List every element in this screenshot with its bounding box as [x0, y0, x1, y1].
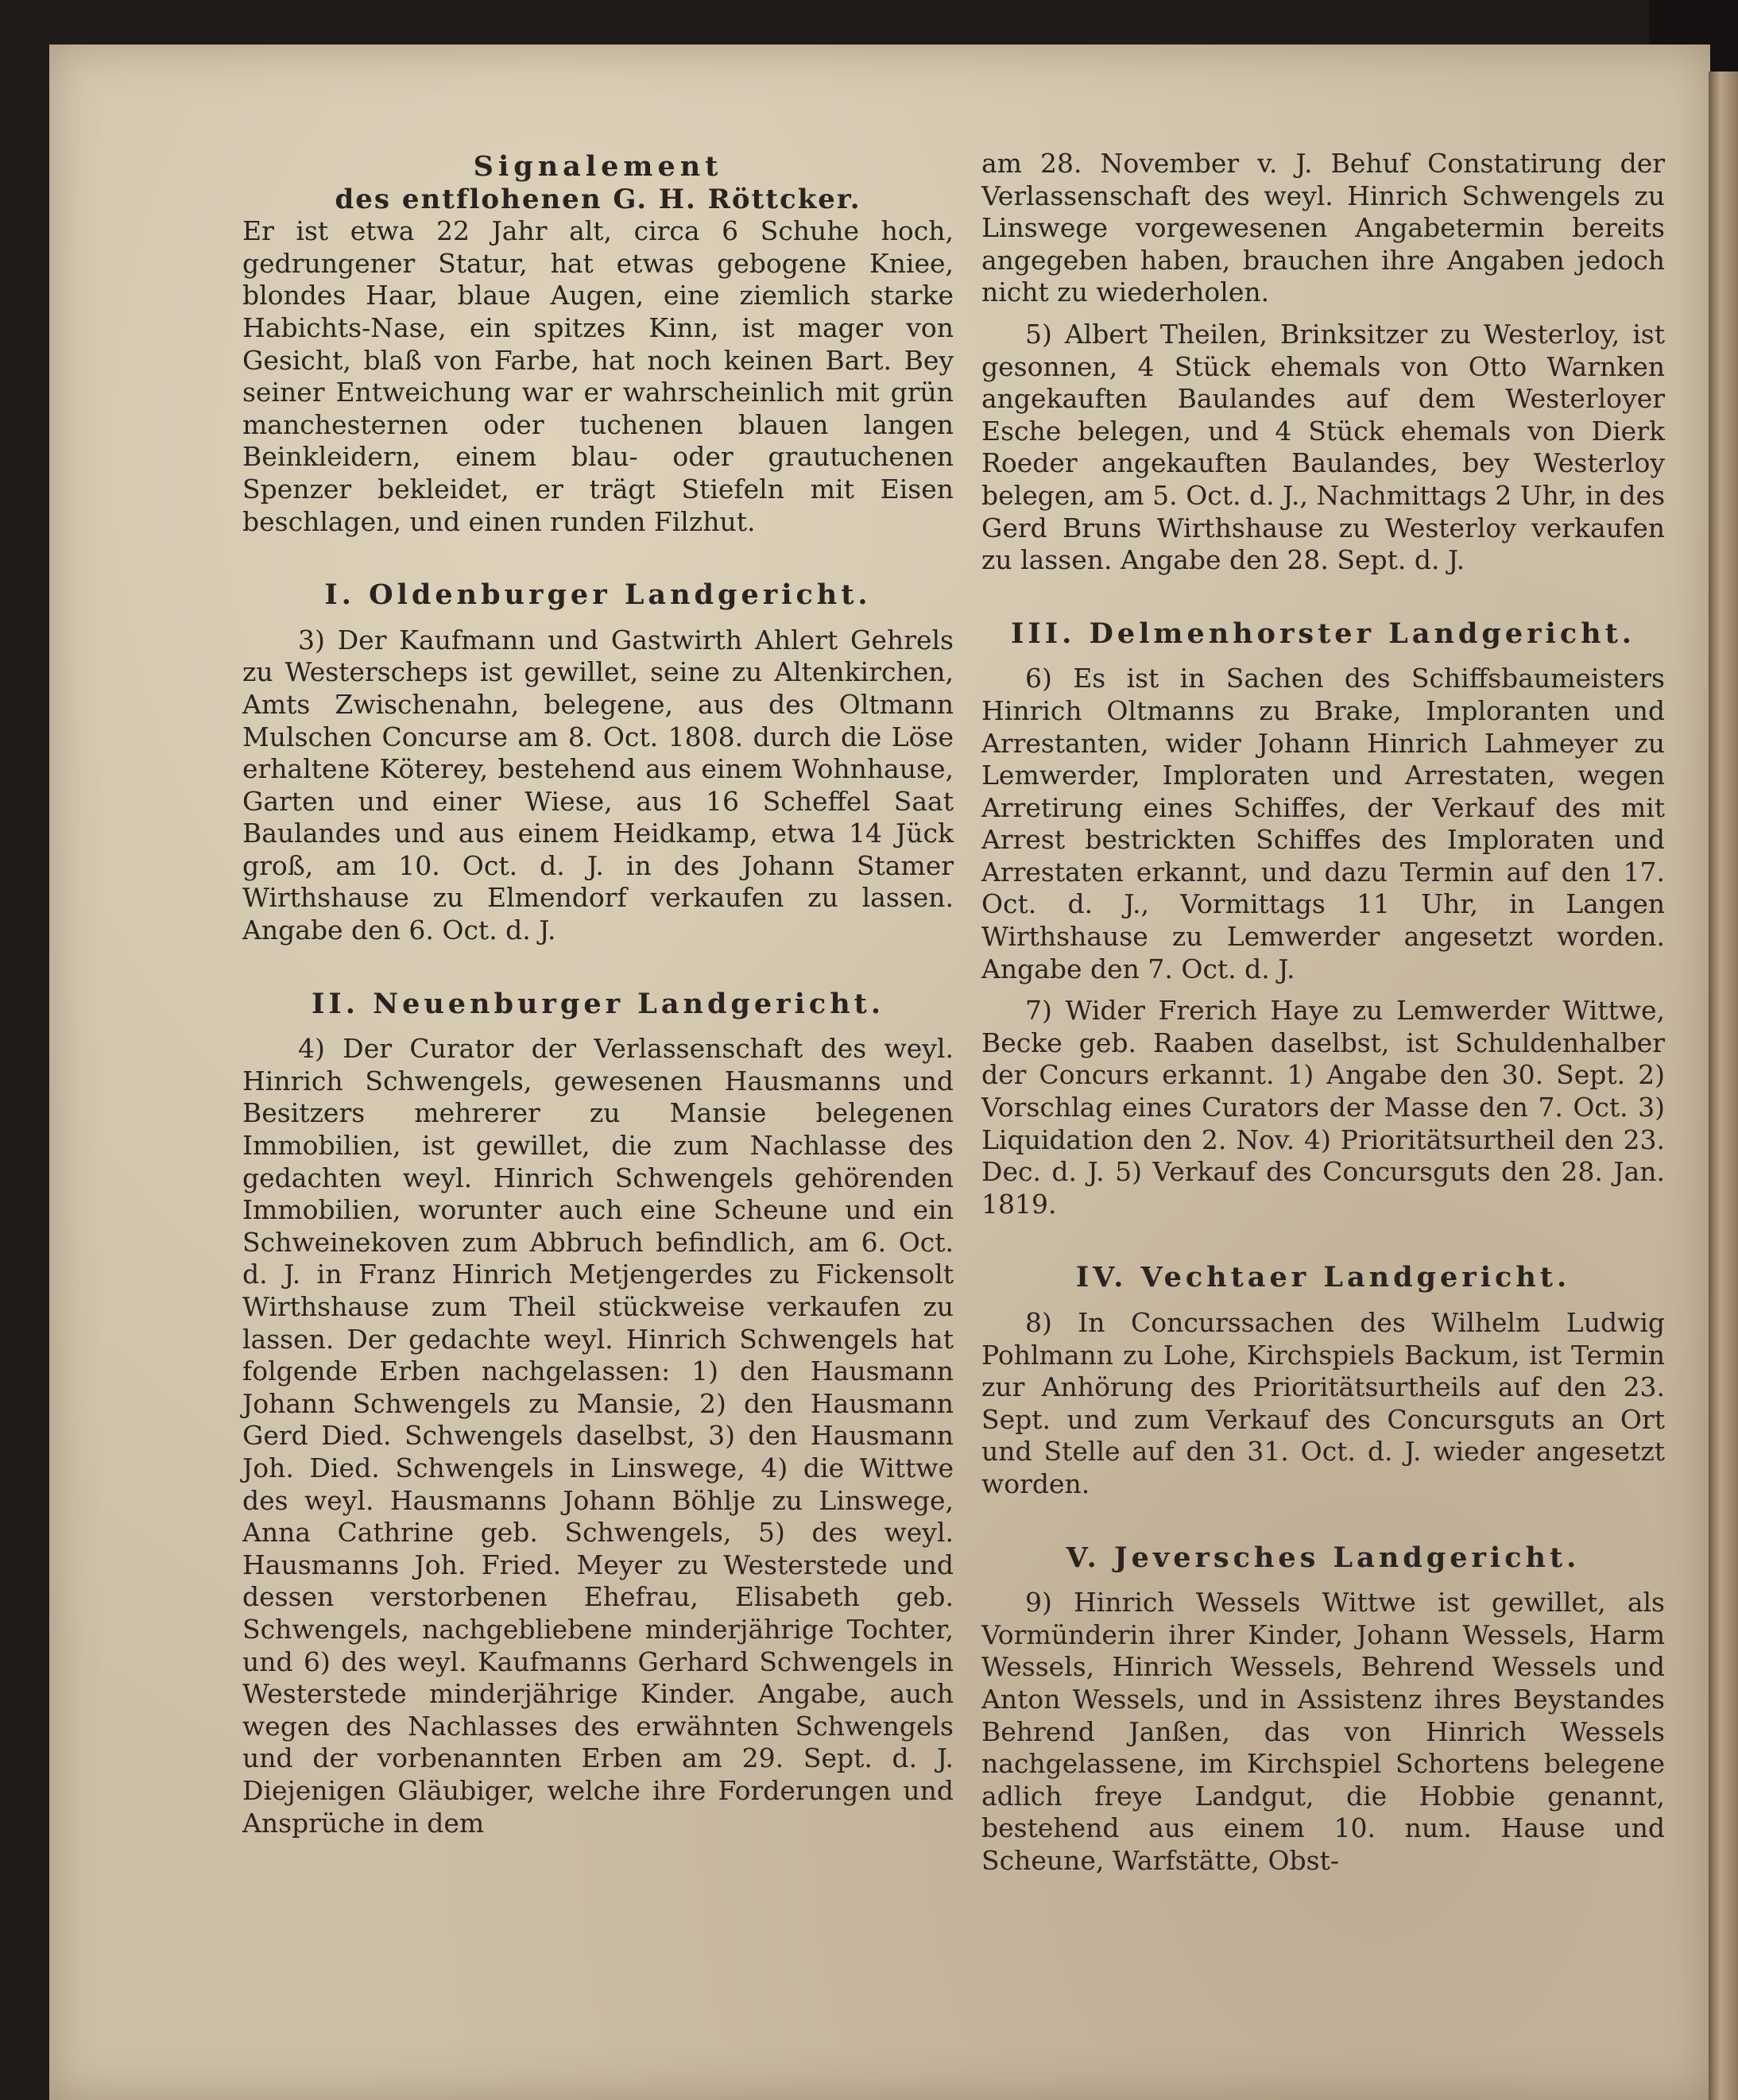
notice-item-8: 8) In Concurssachen des Wilhelm Ludwig Pohlmann zu Lohe, Kirchspiels Backum, ist Termin zur Anhörung des Prioritätsurtheils auf den 23. Sept. und zum Verkauf des Concursguts an Ort und Stelle auf den 31. Oct. d. J. wieder angesetzt worden. [981, 1307, 1665, 1499]
notice-continuation: am 28. November v. J. Behuf Constatirung der Verlassenschaft des weyl. Hinrich Schwengels zu Linswege vorgewesenen Angabetermin bereits angegeben haben, brauchen ihre Angaben jedoch nicht zu wiederholen. [981, 148, 1665, 308]
section-oldenburger: I. Oldenburger Landgericht. [324, 578, 872, 612]
signalement-description: Er ist etwa 22 Jahr alt, circa 6 Schuhe hoch, gedrungener Statur, hat etwas gebogene Kniee, blondes Haar, blaue Augen, eine ziemlich starke Habichts-Nase, ein spitzes Kinn, ist mager von Gesicht, blaß von Farbe, hat noch keinen Bart. Bey seiner Entweichung war er wahrscheinlich mit grün manchesternen oder tuchenen blauen langen Beinkleidern, einem blau- oder grautuchenen Spenzer bekleidet, er trägt Stiefeln mit Eisen beschlagen, und einen runden Filzhut. [242, 215, 954, 537]
notice-item-9: 9) Hinrich Wessels Wittwe ist gewillet, als Vormünderin ihrer Kinder, Johann Wessels, Harm Wessels, Hinrich Wessels, Behrend Wessels und Anton Wessels, und in Assistenz ihres Beystandes Behrend Janßen, das von Hinrich Wessels nachgelassene, im Kirchspiel Schortens belegene adlich freye Landgut, die Hobbie genannt, bestehend aus einem 10. num. Hause und Scheune, Warfstätte, Obst- [981, 1587, 1665, 1876]
page-edge [1709, 72, 1738, 2100]
notice-item-3: 3) Der Kaufmann und Gastwirth Ahlert Gehrels zu Westerscheps ist gewillet, seine zu Altenkirchen, Amts Zwischenahn, belegene, aus des Oltmann Mulschen Concurse am 8. Oct. 1808. durch die Löse erhaltene Köterey, bestehend aus einem Wohnhause, Garten und einer Wiese, aus 16 Scheffel Saat Baulandes und aus einem Heidkamp, etwa 14 Jück groß, am 10. Oct. d. J. in des Johann Stamer Wirthshause zu Elmendorf verkaufen zu lassen. Angabe den 6. Oct. d. J. [242, 624, 954, 946]
notice-item-6: 6) Es ist in Sachen des Schiffsbaumeisters Hinrich Oltmanns zu Brake, Imploranten und Arrestanten, wider Johann Hinrich Lahmeyer zu Lemwerder, Imploraten und Arrestaten, wegen Arretirung eines Schiffes, der Verkauf des mit Arrest bestrickten Schiffes des Imploraten und Arrestaten erkannt, und dazu Termin auf den 17. Oct. d. J., Vormittags 11 Uhr, in Langen Wirthshause zu Lemwerder angesetzt worden. Angabe den 7. Oct. d. J. [981, 663, 1665, 984]
signalement-subtitle: des entflohenen G. H. Röttcker. [335, 183, 861, 215]
notice-item-4: 4) Der Curator der Verlassenschaft des weyl. Hinrich Schwengels, gewesenen Hausmanns und Besitzers mehrerer zu Mansie belegenen Immobilien, ist gewillet, die zum Nachlasse des gedachten weyl. Hinrich Schwengels gehörenden Immobilien, worunter auch eine Scheune und ein Schweinekoven zum Abbruch befindlich, am 6. Oct. d. J. in Franz Hinrich Metjengerdes zu Fickensolt Wirthshause zum Theil stückweise verkaufen zu lassen. Der gedachte weyl. Hinrich Schwengels hat folgende Erben nachgelassen: 1) den Hausmann Johann Schwengels zu Mansie, 2) den Hausmann Gerd Died. Schwengels daselbst, 3) den Hausmann Joh. Died. Schwengels in Linswege, 4) die Wittwe des weyl. Hausmanns Johann Böhlje zu Linswege, Anna Cathrine geb. Schwengels, 5) des weyl. Hausmanns Joh. Fried. Meyer zu Westerstede und dessen verstorbenen Ehefrau, Elisabeth geb. Schwengels, nachgebliebene minderjährige Tochter, und 6) des weyl. Kaufmanns Gerhard Schwengels in Westerstede minderjährige Kinder. Angabe, auch wegen des Nachlasses des erwähnten Schwengels und der vorbenannten Erben am 29. Sept. d. J. Diejenigen Gläubiger, welche ihre Forderungen und Ansprüche in dem [242, 1033, 954, 1839]
section-delmenhorster: III. Delmenhorster Landgericht. [1011, 617, 1635, 650]
section-jeversches: V. Jeversches Landgericht. [1066, 1541, 1581, 1574]
section-vechtaer: IV. Vechtaer Landgericht. [1075, 1261, 1571, 1294]
left-column [242, 151, 954, 1839]
notice-item-5: 5) Albert Theilen, Brinksitzer zu Westerloy, ist gesonnen, 4 Stück ehemals von Otto Warnken angekauften Baulandes auf dem Westerloyer Esche belegen, und 4 Stück ehemals von Dierk Roeder angekauften Baulandes, bey Westerloy belegen, am 5. Oct. d. J., Nachmittags 2 Uhr, in des Gerd Bruns Wirthshause zu Westerloy verkaufen zu lassen. Angabe den 28. Sept. d. J. [981, 318, 1665, 576]
notice-item-7: 7) Wider Frerich Haye zu Lemwerder Wittwe, Becke geb. Raaben daselbst, ist Schuldenhalber der Concurs erkannt. 1) Angabe den 30. Sept. 2) Vorschlag eines Curators der Masse den 7. Oct. 3) Liquidation den 2. Nov. 4) Prioritätsurtheil den 23. Dec. d. J. 5) Verkauf des Concursguts den 28. Jan. 1819. [981, 995, 1665, 1220]
section-neuenburger: II. Neuenburger Landgericht. [311, 987, 885, 1020]
signalement-title: Signalement [473, 150, 723, 183]
right-column [981, 148, 1665, 1878]
